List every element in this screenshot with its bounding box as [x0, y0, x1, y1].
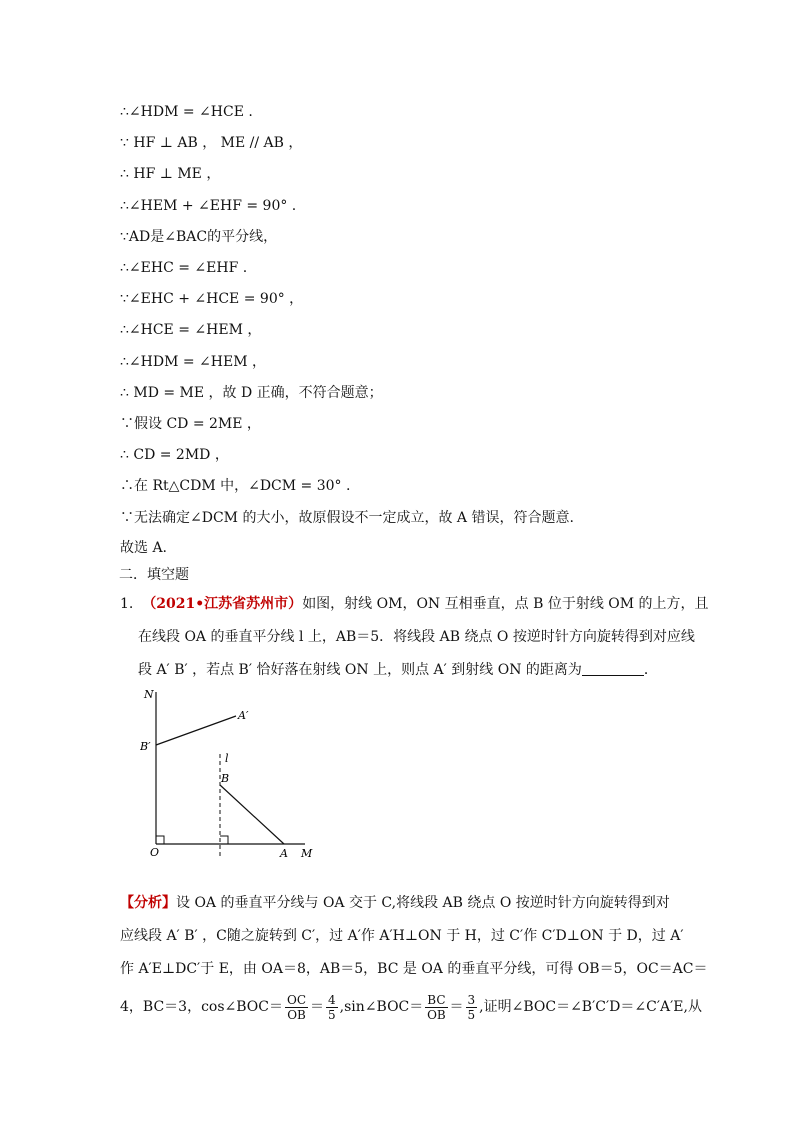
- label-b: B: [221, 772, 230, 785]
- label-b-prime: B′: [140, 740, 151, 753]
- geometry-figure: [140, 684, 330, 864]
- analysis-line-2: 应线段 A′ B′ ，C随之旋转到 C′，过 A′作 A′H⊥ON 于 H，过 C′作 C′D⊥ON 于 D，过 A′: [120, 928, 684, 944]
- label-n: N: [144, 688, 154, 701]
- question-line-2: 在线段 OA 的垂直平分线 l 上，AB＝5．将线段 AB 绕点 O 按逆时针方向旋转得到对应线: [138, 629, 695, 645]
- answer-line: 故选 A.: [120, 540, 168, 556]
- fraction-denominator: OB: [287, 1007, 306, 1022]
- analysis-text-1: 设 OA 的垂直平分线与 OA 交于 C,将线段 AB 绕点 O 按逆时针方向旋转得到对: [176, 895, 670, 911]
- analysis-text-4b: ,sin∠BOC＝: [339, 999, 424, 1015]
- fraction-numerator: OC: [287, 992, 307, 1007]
- fraction-denominator: OB: [427, 1007, 446, 1022]
- proof-line: ∵ HF ⊥ AB ， ME // AB ，: [120, 135, 303, 151]
- analysis-line-3: 作 A′E⊥DC′于 E，由 OA＝8，AB＝5，BC 是 OA 的垂直平分线，可得 OB＝5，OC＝AC＝: [120, 961, 708, 977]
- equals-sign: ＝: [449, 999, 464, 1015]
- label-a: A: [280, 847, 288, 860]
- segment-ab: [220, 785, 284, 844]
- answer-blank[interactable]: [582, 661, 644, 676]
- question-text-1: 如图，射线 OM，ON 互相垂直，点 B 位于射线 OM 的上方，且: [302, 596, 709, 612]
- proof-line: ∵假设 CD = 2ME ，: [120, 416, 261, 432]
- section-title: 二．填空题: [119, 567, 189, 583]
- label-l: l: [225, 752, 229, 765]
- proof-line: ∴ HF ⊥ ME ，: [120, 166, 221, 182]
- question-line-3: [138, 660, 658, 680]
- proof-line: ∴∠EHC = ∠EHF .: [120, 260, 248, 276]
- equals-sign: ＝: [310, 999, 325, 1015]
- fraction-4-5: [326, 993, 338, 1022]
- proof-line: ∴ MD = ME ，故 D 正确，不符合题意；: [120, 385, 383, 401]
- analysis-text-4c: ,证明∠BOC＝∠B′C′D＝∠C′A′E,从: [479, 999, 702, 1015]
- fraction-numerator: 4: [328, 992, 336, 1007]
- proof-line: ∴ CD = 2MD ，: [120, 447, 229, 463]
- fraction-3-5: [466, 993, 478, 1022]
- label-o: O: [150, 846, 160, 859]
- segment-a-prime-b-prime: [156, 716, 236, 745]
- fraction-denominator: 5: [328, 1007, 336, 1022]
- proof-line: ∵无法确定∠DCM 的大小，故原假设不一定成立，故 A 错误，符合题意.: [120, 510, 574, 526]
- fraction-denominator: 5: [467, 1007, 476, 1022]
- proof-line: ∴∠HDM = ∠HCE .: [120, 104, 253, 120]
- proof-line: ∴在 Rt△CDM 中，∠DCM = 30° .: [120, 478, 351, 494]
- question-source: （2021•江苏省苏州市）: [142, 596, 303, 612]
- question-number: 1.: [120, 596, 134, 612]
- fraction-bc-ob: [425, 993, 447, 1022]
- proof-line: ∵AD是∠BAC的平分线，: [120, 229, 278, 245]
- label-m: M: [301, 847, 313, 860]
- analysis-text-4a: 4，BC＝3，cos∠BOC＝: [120, 999, 283, 1015]
- question-line-1: [120, 594, 709, 614]
- fraction-numerator: 3: [467, 992, 476, 1007]
- proof-line: ∴∠HCE = ∠HEM ，: [120, 322, 262, 338]
- proof-line: ∵∠EHC + ∠HCE = 90° ，: [120, 291, 304, 307]
- fraction-numerator: BC: [427, 992, 446, 1007]
- right-angle-c: [220, 836, 228, 844]
- fraction-oc-ob: [285, 993, 308, 1022]
- proof-line: ∴∠HDM = ∠HEM ，: [120, 354, 266, 370]
- right-angle-o: [156, 836, 164, 844]
- analysis-line-1: [120, 893, 670, 913]
- analysis-tag: 【分析】: [120, 895, 176, 911]
- analysis-line-4: [120, 992, 702, 1022]
- proof-line: ∴∠HEM + ∠EHF = 90° .: [120, 198, 297, 214]
- question-text-3: 段 A′ B′ ，若点 B′ 恰好落在射线 ON 上，则点 A′ 到射线 ON 的距离为: [138, 662, 582, 678]
- question-text-3-end: ．: [643, 662, 658, 678]
- label-a-prime: A′: [238, 709, 249, 722]
